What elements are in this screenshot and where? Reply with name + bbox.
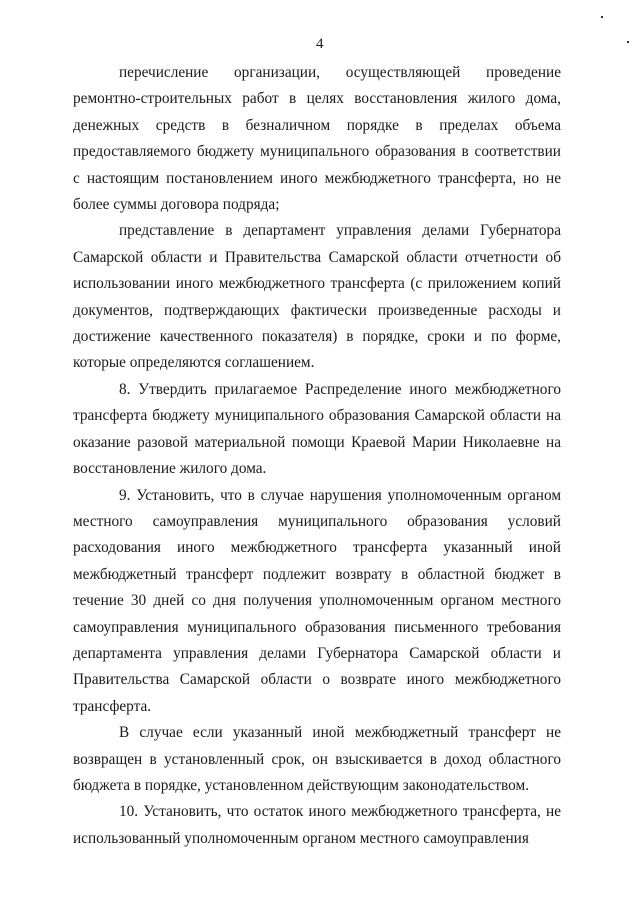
scan-speck [601, 16, 603, 18]
paragraph-1: перечисление организации, осуществляющей проведение ремонтно-строительных работ в целях восстановления жилого дома, денежных средств в безналичном порядке в пределах объема предоставляемого бюджету муниципального образования в соответствии с настоящим постановлением иного межбюджетного трансферта, но не более суммы договора подряда; [73, 64, 561, 214]
paragraph-5: В случае если указанный иной межбюджетный трансферт не возвращен в установленный срок, он взыскивается в доход областного бюджета в порядке, установленном действующим законодательством. [73, 724, 561, 794]
document-body [73, 60, 561, 852]
paragraph-6: 10. Установить, что остаток иного межбюджетного трансферта, не использованный уполномоченным органом местного самоуправления [73, 803, 561, 847]
paragraph-3: 8. Утвердить прилагаемое Распределение иного межбюджетного трансферта бюджету муниципального образования Самарской области на оказание разовой материальной помощи Краевой Марии Николаевне на восстановление жилого дома. [73, 380, 561, 478]
paragraph-2: представление в департамент управления делами Губернатора Самарской области и Правительства Самарской области отчетности об использовании иного межбюджетного трансферта (с приложением копий документов, подтверждающих фактически произведенные расходы и достижение качественного показателя) в порядке, сроки и по форме, которые определяются соглашением. [73, 222, 561, 372]
page-number: 4 [316, 36, 324, 52]
paragraph-4: 9. Установить, что в случае нарушения уполномоченным органом местного самоуправления муниципального образования условий расходования иного межбюджетного трансферта указанный иной межбюджетный трансферт подлежит возврату в областной бюджет в течение 30 дней со дня получения уполномоченным органом местного самоуправления муниципального образования письменного требования департамента управления делами Губернатора Самарской области и Правительства Самарской области о возврате иного межбюджетного трансферта. [73, 486, 561, 715]
scan-speck [627, 41, 629, 43]
